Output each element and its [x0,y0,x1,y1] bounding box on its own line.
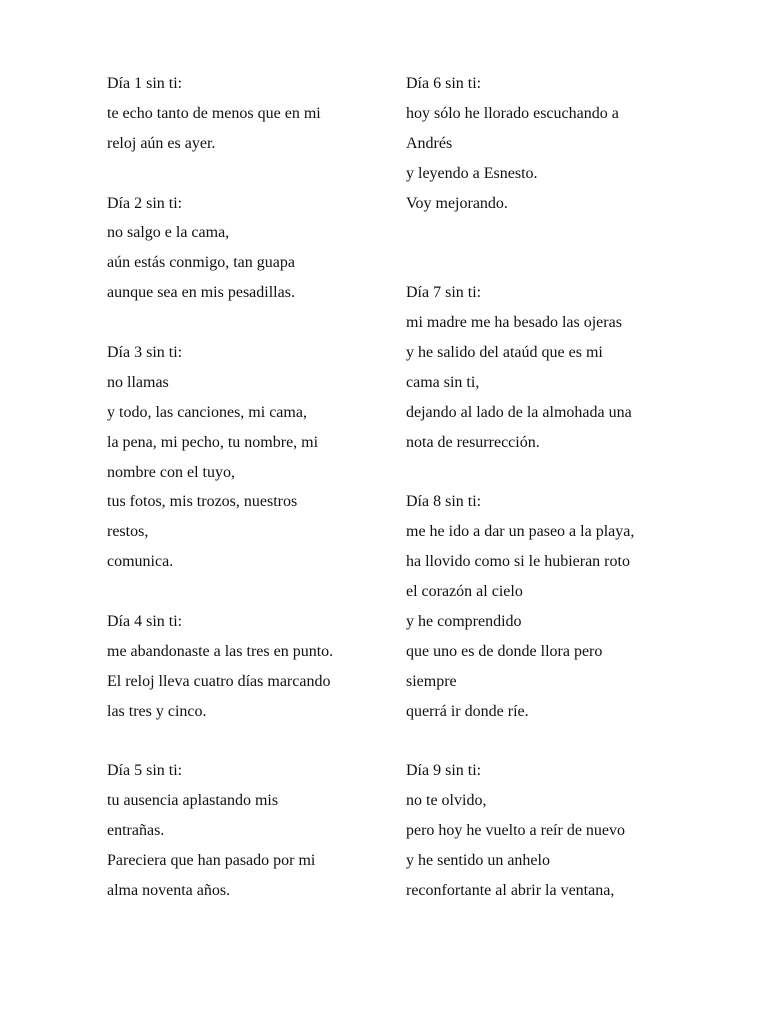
verse-line: y he salido del ataúd que es mi [406,344,603,362]
verse-line: y todo, las canciones, mi cama, [107,403,307,421]
verse-line: hoy sólo he llorado escuchando a [406,104,619,122]
stanza-spacer [406,727,706,757]
verse-line: me he ido a dar un paseo a la playa, [406,523,635,541]
verse-line: querrá ir donde ríe. [406,702,529,720]
verse-line: nota de resurrección. [406,433,540,451]
verse-line: reloj aún es ayer. [107,134,216,152]
stanza-spacer [406,218,706,248]
verse-line: que uno es de donde llora pero [406,642,603,660]
day-heading: Día 4 sin ti: [107,613,183,631]
verse-line: restos, [107,523,149,541]
verse-line: Andrés [406,134,453,152]
verse-line: la pena, mi pecho, tu nombre, mi [107,433,319,451]
verse-line: y leyendo a Esnesto. [406,164,538,182]
verse-line: aún estás conmigo, tan guapa [107,254,295,272]
verse-line: no llamas [107,373,169,391]
stanza-spacer [107,159,387,189]
stanza-spacer [406,248,706,278]
verse-line: dejando al lado de la almohada una [406,403,632,421]
verse-line: no salgo e la cama, [107,224,230,242]
day-heading: Día 3 sin ti: [107,344,183,362]
verse-line: nombre con el tuyo, [107,463,235,481]
day-heading: Día 9 sin ti: [406,762,482,780]
verse-line: mi madre me ha besado las ojeras [406,314,622,332]
day-heading: Día 2 sin ti: [107,194,183,212]
stanza-spacer [406,458,706,488]
verse-line: tu ausencia aplastando mis [107,792,279,810]
verse-line: El reloj lleva cuatro días marcando [107,672,331,690]
verse-line: reconfortante al abrir la ventana, [406,882,615,900]
verse-line: me abandonaste a las tres en punto. [107,642,334,660]
verse-line: entrañas. [107,822,165,840]
verse-line: te echo tanto de menos que en mi [107,104,321,122]
stanza-spacer [107,308,387,338]
verse-line: Voy mejorando. [406,194,508,212]
verse-line: el corazón al cielo [406,583,523,601]
verse-line: las tres y cinco. [107,702,207,720]
day-heading: Día 7 sin ti: [406,284,482,302]
verse-line: ha llovido como si le hubieran roto [406,553,630,571]
verse-line: no te olvido, [406,792,487,810]
verse-line: y he comprendido [406,613,522,631]
day-heading: Día 6 sin ti: [406,75,482,92]
verse-line: Pareciera que han pasado por mi [107,852,316,870]
verse-line: y he sentido un anhelo [406,852,550,870]
verse-line: alma noventa años. [107,882,231,900]
stanza-spacer [107,727,387,757]
stanza-spacer [107,577,387,607]
verse-line: siempre [406,672,457,690]
verse-line: tus fotos, mis trozos, nuestros [107,493,298,511]
verse-line: comunica. [107,553,174,571]
right-column [406,69,706,906]
day-heading: Día 5 sin ti: [107,762,183,780]
day-heading: Día 1 sin ti: [107,75,183,92]
verse-line: cama sin ti, [406,373,480,391]
day-heading: Día 8 sin ti: [406,493,482,511]
left-column [107,69,387,906]
verse-line: pero hoy he vuelto a reír de nuevo [406,822,626,840]
verse-line: aunque sea en mis pesadillas. [107,284,295,302]
